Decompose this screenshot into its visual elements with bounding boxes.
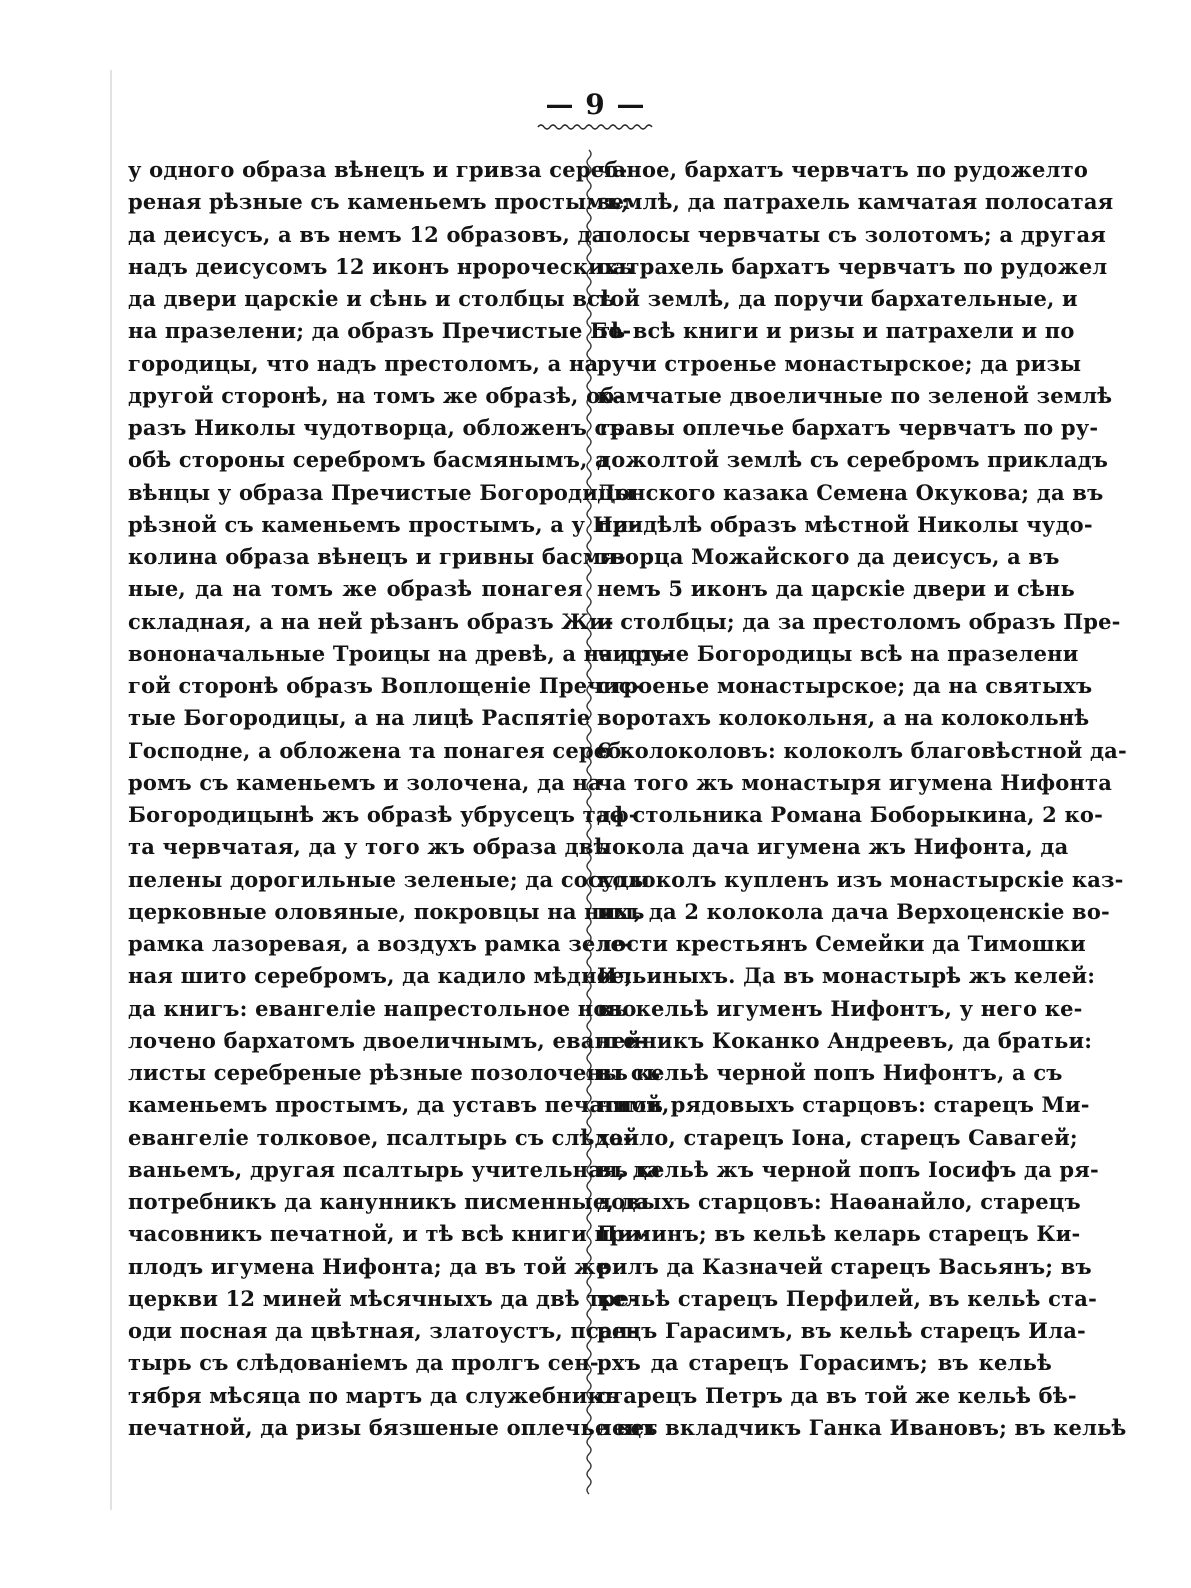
text-line: лейникъ Коканко Андреевъ, да братьи: bbox=[597, 1027, 1093, 1053]
text-line: городицы, что надъ престоломъ, а на bbox=[128, 350, 599, 376]
scan-edge bbox=[110, 70, 112, 1510]
text-line: той землѣ, да поручи бархательные, и bbox=[597, 286, 1078, 311]
text-line: Господне, а обложена та понагея сереб- bbox=[128, 737, 631, 763]
text-line: да книгъ: евангеліе напрестольное ново bbox=[128, 995, 637, 1021]
text-line: Богородицынѣ жъ образѣ убрусецъ таф- bbox=[128, 802, 638, 827]
text-line: другой сторонѣ, на томъ же образѣ, об- bbox=[128, 382, 624, 408]
text-line: воротахъ колокольня, а на колокольнѣ bbox=[597, 705, 1090, 731]
text-line: церкви 12 миней мѣсячныхъ да двѣ тре- bbox=[128, 1285, 638, 1311]
text-line: хайло, старецъ Іона, старецъ Савагей; bbox=[597, 1124, 1078, 1150]
text-line: церковные оловяные, покровцы на нихъ bbox=[128, 898, 645, 924]
text-line: гой сторонѣ образъ Воплощеніе Пречис- bbox=[128, 673, 641, 698]
text-line: Пиминъ; въ кельѣ келарь старецъ Ки- bbox=[597, 1221, 1081, 1247]
text-line: вѣнцы у образа Пречистые Богородицы bbox=[128, 479, 635, 505]
text-line: часовникъ печатной, и тѣ всѣ книги при- bbox=[128, 1221, 650, 1247]
text-line: локола дача игумена жъ Нифонта, да bbox=[597, 834, 1069, 860]
text-line: да стольника Романа Боборыкина, 2 ко- bbox=[597, 802, 1103, 827]
text-line: потребникъ да канунникъ писменные, да bbox=[128, 1189, 650, 1214]
text-line: пелены дорогильные зеленые; да сосуды bbox=[128, 866, 651, 892]
text-line: тырь съ слѣдованіемъ да пролгъ сен- bbox=[128, 1350, 599, 1376]
text-line: печатной, да ризы бязшеные оплечье вет bbox=[128, 1414, 658, 1440]
text-line: ны, да 2 колокола дача Верхоценскіе во- bbox=[597, 898, 1110, 924]
text-line: Донского казака Семена Окукова; да въ bbox=[597, 479, 1104, 505]
text-line: евангеліе толковое, псалтырь съ слѣдо- bbox=[128, 1124, 632, 1150]
text-line: ромъ съ каменьемъ и золочена, да на bbox=[128, 769, 602, 795]
text-line: реная рѣзные съ каменьемъ простымъ; bbox=[128, 189, 630, 215]
text-line: въ кельѣ жъ черной попъ Іосифъ да ря- bbox=[597, 1156, 1099, 1182]
text-line: чаное, бархатъ червчатъ по рудожелто bbox=[597, 157, 1089, 182]
text-line: ручи строенье монастырское; да ризы bbox=[597, 350, 1082, 376]
text-line: рамка лазоревая, а воздухъ рамка зеле- bbox=[128, 931, 633, 956]
text-line: старецъ Петръ да въ той же кельѣ бѣ- bbox=[597, 1382, 1077, 1408]
text-line: немъ 5 иконъ да царскіе двери и сѣнь bbox=[597, 576, 1075, 602]
text-line: тября мѣсяца по мартъ да служебникъ bbox=[128, 1382, 620, 1408]
text-line: плодъ игумена Нифонта; да въ той же bbox=[128, 1253, 610, 1279]
text-line: надъ деисусомъ 12 иконъ нророческихъ bbox=[128, 253, 633, 279]
text-line: землѣ, да патрахель камчатая полосатая bbox=[597, 189, 1114, 215]
text-line: въ кельѣ черной попъ Нифонтъ, а съ bbox=[597, 1060, 1063, 1085]
text-line: да двери царскіе и сѣнь и столбцы всѣ bbox=[128, 286, 616, 311]
text-line: колоколъ купленъ изъ монастырскіе каз- bbox=[597, 866, 1124, 892]
text-line: складная, а на ней рѣзанъ образъ Жи- bbox=[128, 608, 614, 634]
text-line: ная шито серебромъ, да кадило мѣдное; bbox=[128, 963, 633, 989]
text-line: строенье монастырское; да на святыхъ bbox=[597, 673, 1093, 698]
text-line: довыхъ старцовъ: Наѳанайло, старецъ bbox=[597, 1189, 1081, 1214]
text-line: колина образа вѣнецъ и гривны басмя- bbox=[128, 544, 626, 569]
text-line: Ильиныхъ. Да въ монастырѣ жъ келей: bbox=[597, 963, 1096, 989]
text-line: тые Богородицы, а на лицѣ Распятіе bbox=[128, 705, 591, 731]
text-line: листы серебреные рѣзные позолочены съ bbox=[128, 1060, 661, 1085]
text-line: лецъ вкладчикъ Ганка Ивановъ; въ кельѣ bbox=[597, 1414, 1127, 1440]
text-line: у одного образа вѣнецъ и гривза сереб- bbox=[128, 157, 628, 182]
text-line: рилъ да Казначей старецъ Васьянъ; въ bbox=[597, 1253, 1092, 1279]
text-line: придѣлѣ образъ мѣстной Николы чудо- bbox=[597, 511, 1093, 537]
left-text-column bbox=[128, 154, 673, 1444]
text-line: каменьемъ простымъ, да уставъ печатной, bbox=[128, 1092, 670, 1118]
text-line: въ кельѣ игуменъ Нифонтъ, у него ке- bbox=[597, 995, 1083, 1021]
text-line: и столбцы; да за престоломъ образъ Пре- bbox=[597, 608, 1121, 634]
text-line: чистые Богородицы всѣ на празелени bbox=[597, 640, 1079, 666]
text-line: лости крестьянъ Семейки да Тимошки bbox=[597, 931, 1086, 956]
text-line: на празелени; да образъ Пречистые Бо- bbox=[128, 318, 632, 344]
text-line: кельѣ старецъ Перфилей, въ кельѣ ста- bbox=[597, 1285, 1097, 1311]
text-line: дожолтой землѣ съ серебромъ прикладъ bbox=[597, 447, 1109, 473]
text-line: рхъ да старецъ Горасимъ; въ кельѣ bbox=[597, 1350, 1052, 1376]
right-text-column bbox=[597, 154, 1127, 1444]
text-line: лочено бархатомъ двоеличнымъ, еванге- bbox=[128, 1027, 646, 1053]
text-line: патрахель бархатъ червчатъ по рудожел bbox=[597, 253, 1108, 279]
text-line: ча того жъ монастыря игумена Нифонта bbox=[597, 769, 1113, 795]
text-line: оди посная да цвѣтная, златоустъ, псал- bbox=[128, 1318, 637, 1343]
text-line: творца Можайского да деисусъ, а въ bbox=[597, 544, 1060, 569]
text-line: тѣ всѣ книги и ризы и патрахели и по bbox=[597, 318, 1075, 344]
text-line: ваньемъ, другая псалтырь учительная, да bbox=[128, 1156, 661, 1182]
text-line: 6 колоколовъ: колоколъ благовѣстной да- bbox=[597, 737, 1127, 763]
text-line: разъ Николы чудотворца, обложенъ съ bbox=[128, 415, 624, 440]
text-line: ные, да на томъ же образѣ понагея bbox=[128, 576, 583, 602]
text-line: рѣзной съ каменьемъ простымъ, а у Ни- bbox=[128, 511, 638, 537]
text-line: вононачальные Троицы на древѣ, а на дру- bbox=[128, 640, 673, 666]
text-line: травы оплечье бархатъ червчатъ по ру- bbox=[597, 415, 1099, 440]
text-line: полосы червчаты съ золотомъ; а другая bbox=[597, 221, 1106, 247]
text-line: камчатые двоеличные по зеленой землѣ bbox=[597, 382, 1113, 408]
text-line: рецъ Гарасимъ, въ кельѣ старецъ Ила- bbox=[597, 1318, 1086, 1343]
text-line: обѣ стороны серебромъ басмянымъ, а bbox=[128, 447, 609, 473]
text-line: да деисусъ, а въ немъ 12 образовъ, да bbox=[128, 221, 606, 247]
text-line: нимъ рядовыхъ старцовъ: старецъ Ми- bbox=[597, 1092, 1090, 1118]
text-line: та червчатая, да у того жъ образа двѣ bbox=[128, 834, 609, 860]
wavy-rule-ornament bbox=[536, 122, 654, 132]
page-number-header: — 9 — bbox=[545, 88, 646, 121]
